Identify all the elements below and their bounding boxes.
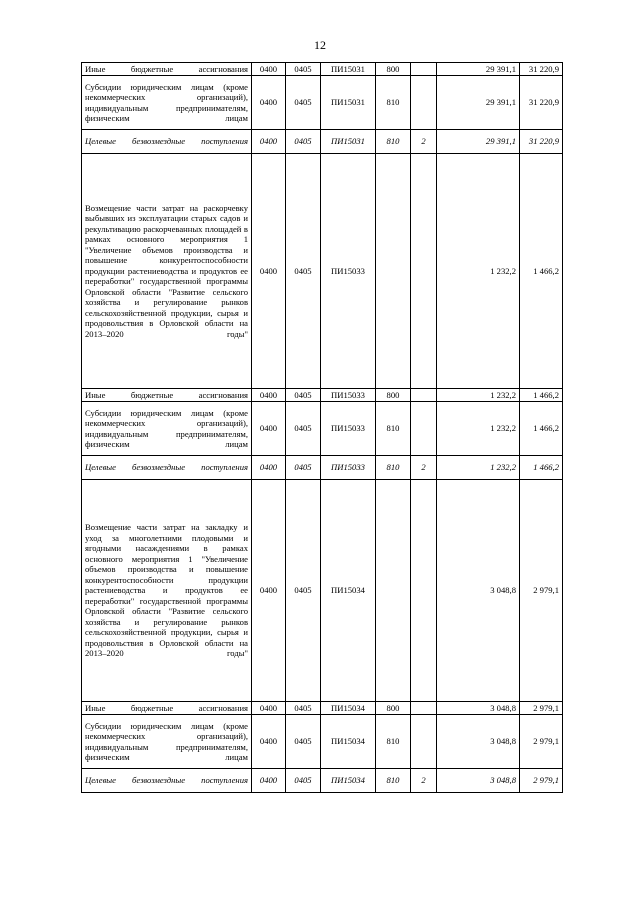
row-budget-code: 2 xyxy=(411,130,437,154)
row-target-article: ПИ15033 xyxy=(321,389,376,402)
row-subsection: 0405 xyxy=(286,715,321,769)
row-expense-type: 810 xyxy=(376,130,411,154)
table-row xyxy=(82,480,563,702)
row-section: 0400 xyxy=(252,130,286,154)
row-expense-type: 810 xyxy=(376,76,411,130)
row-name: Иные бюджетные ассигнования xyxy=(82,63,252,76)
row-budget-code: 2 xyxy=(411,769,437,793)
row-budget-code xyxy=(411,154,437,389)
row-section: 0400 xyxy=(252,480,286,702)
row-amount-2019: 29 391,1 xyxy=(437,130,520,154)
row-amount-2020: 1 466,2 xyxy=(520,389,563,402)
row-budget-code xyxy=(411,715,437,769)
row-amount-2019: 1 232,2 xyxy=(437,154,520,389)
row-name: Иные бюджетные ассигнования xyxy=(82,702,252,715)
row-amount-2019: 1 232,2 xyxy=(437,456,520,480)
row-section: 0400 xyxy=(252,389,286,402)
row-budget-code xyxy=(411,63,437,76)
table-row xyxy=(82,402,563,456)
row-amount-2020: 31 220,9 xyxy=(520,130,563,154)
row-name: Субсидии юридическим лицам (кроме некоммерческих организаций), индивидуальным предпринимателям, физическим лицам xyxy=(82,715,252,769)
row-amount-2020: 2 979,1 xyxy=(520,715,563,769)
page-number: 12 xyxy=(314,38,326,52)
row-budget-code xyxy=(411,402,437,456)
row-section: 0400 xyxy=(252,702,286,715)
row-target-article: ПИ15031 xyxy=(321,130,376,154)
table-row xyxy=(82,769,563,793)
row-expense-type xyxy=(376,154,411,389)
row-expense-type: 800 xyxy=(376,389,411,402)
row-amount-2019: 1 232,2 xyxy=(437,402,520,456)
row-expense-type: 800 xyxy=(376,63,411,76)
row-name: Субсидии юридическим лицам (кроме некоммерческих организаций), индивидуальным предпринимателям, физическим лицам xyxy=(82,402,252,456)
row-name: Возмещение части затрат на закладку и уход за многолетними плодовыми и ягодными насаждениями в рамках основного мероприятия 1 "Увеличение объемов производства и повышение конкурентоспособности продукции растениеводства и продуктов ее переработки" государственной программы Орловской области "Развитие сельского хозяйства и регулирование рынков сельскохозяйственной продукции, сырья и продовольствия в Орловской области на 2013–2020 годы" xyxy=(82,480,252,702)
row-subsection: 0405 xyxy=(286,769,321,793)
row-amount-2020: 1 466,2 xyxy=(520,154,563,389)
row-budget-code xyxy=(411,702,437,715)
row-amount-2020: 31 220,9 xyxy=(520,76,563,130)
row-amount-2019: 3 048,8 xyxy=(437,480,520,702)
row-expense-type: 810 xyxy=(376,715,411,769)
row-subsection: 0405 xyxy=(286,130,321,154)
table-row xyxy=(82,63,563,76)
row-budget-code xyxy=(411,76,437,130)
row-target-article: ПИ15034 xyxy=(321,702,376,715)
row-target-article: ПИ15034 xyxy=(321,480,376,702)
row-expense-type: 810 xyxy=(376,402,411,456)
row-amount-2019: 3 048,8 xyxy=(437,715,520,769)
row-budget-code xyxy=(411,480,437,702)
row-amount-2019: 1 232,2 xyxy=(437,389,520,402)
row-subsection: 0405 xyxy=(286,154,321,389)
row-section: 0400 xyxy=(252,769,286,793)
table-row xyxy=(82,702,563,715)
row-subsection: 0405 xyxy=(286,456,321,480)
row-name: Целевые безвозмездные поступления xyxy=(82,130,252,154)
row-budget-code xyxy=(411,389,437,402)
row-amount-2019: 3 048,8 xyxy=(437,769,520,793)
row-expense-type: 810 xyxy=(376,456,411,480)
table-row xyxy=(82,130,563,154)
row-target-article: ПИ15033 xyxy=(321,456,376,480)
row-amount-2020: 2 979,1 xyxy=(520,480,563,702)
row-name: Иные бюджетные ассигнования xyxy=(82,389,252,402)
table-row xyxy=(82,715,563,769)
row-amount-2019: 29 391,1 xyxy=(437,63,520,76)
row-amount-2020: 1 466,2 xyxy=(520,456,563,480)
row-target-article: ПИ15031 xyxy=(321,63,376,76)
table-row xyxy=(82,389,563,402)
table-row xyxy=(82,154,563,389)
row-amount-2020: 2 979,1 xyxy=(520,702,563,715)
row-expense-type: 810 xyxy=(376,769,411,793)
row-name: Возмещение части затрат на раскорчевку выбывших из эксплуатации старых садов и рекультивацию раскорчеванных площадей в рамках основного мероприятия 1 "Увеличение объемов производства и повышение конкурентоспособности продукции растениеводства и продуктов ее переработки" государственной программы Орловской области "Развитие сельского хозяйства и регулирование рынков сельскохозяйственной продукции, сырья и продовольствия в Орловской области на 2013–2020 годы" xyxy=(82,154,252,389)
row-section: 0400 xyxy=(252,154,286,389)
row-budget-code: 2 xyxy=(411,456,437,480)
row-name: Субсидии юридическим лицам (кроме некоммерческих организаций), индивидуальным предпринимателям, физическим лицам xyxy=(82,76,252,130)
row-section: 0400 xyxy=(252,456,286,480)
row-amount-2020: 2 979,1 xyxy=(520,769,563,793)
row-amount-2019: 29 391,1 xyxy=(437,76,520,130)
row-target-article: ПИ15031 xyxy=(321,76,376,130)
row-subsection: 0405 xyxy=(286,63,321,76)
row-subsection: 0405 xyxy=(286,480,321,702)
row-amount-2020: 1 466,2 xyxy=(520,402,563,456)
budget-table xyxy=(81,62,563,793)
row-section: 0400 xyxy=(252,76,286,130)
row-subsection: 0405 xyxy=(286,402,321,456)
row-section: 0400 xyxy=(252,402,286,456)
row-subsection: 0405 xyxy=(286,76,321,130)
table-body xyxy=(82,63,563,793)
row-subsection: 0405 xyxy=(286,389,321,402)
row-section: 0400 xyxy=(252,63,286,76)
row-amount-2019: 3 048,8 xyxy=(437,702,520,715)
row-amount-2020: 31 220,9 xyxy=(520,63,563,76)
row-expense-type: 800 xyxy=(376,702,411,715)
row-target-article: ПИ15033 xyxy=(321,154,376,389)
row-expense-type xyxy=(376,480,411,702)
row-subsection: 0405 xyxy=(286,702,321,715)
row-target-article: ПИ15034 xyxy=(321,715,376,769)
table-row xyxy=(82,456,563,480)
row-target-article: ПИ15033 xyxy=(321,402,376,456)
row-target-article: ПИ15034 xyxy=(321,769,376,793)
table-row xyxy=(82,76,563,130)
row-name: Целевые безвозмездные поступления xyxy=(82,769,252,793)
row-name: Целевые безвозмездные поступления xyxy=(82,456,252,480)
row-section: 0400 xyxy=(252,715,286,769)
